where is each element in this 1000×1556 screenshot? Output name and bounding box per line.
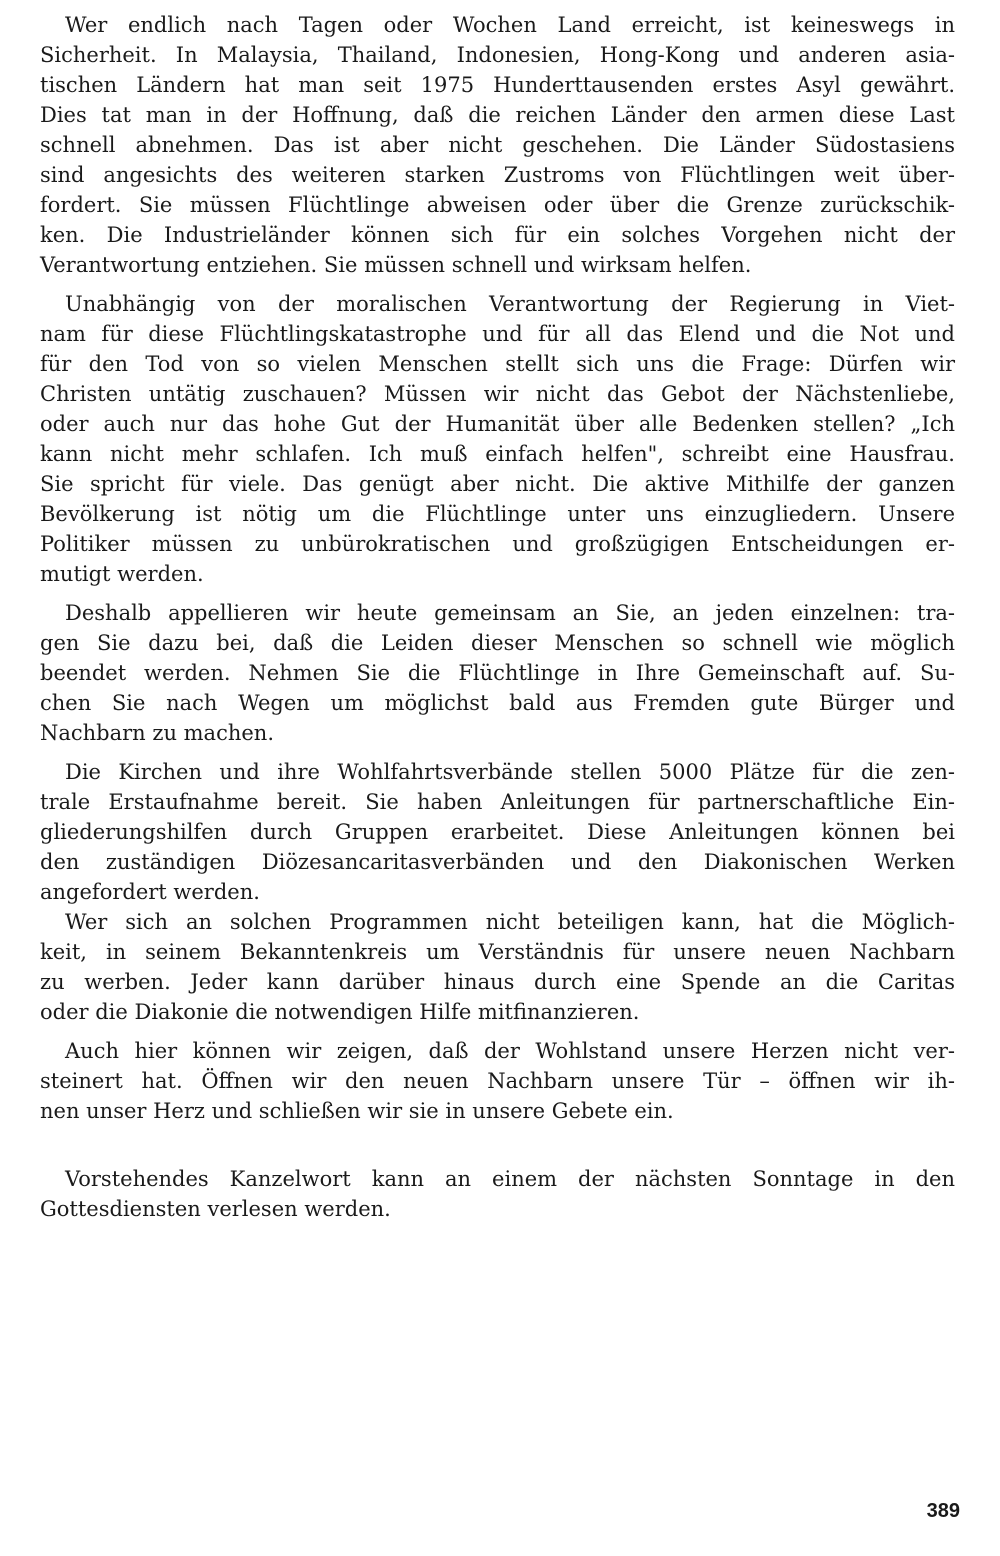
text-line: für den Tod von so vielen Menschen stellt sich uns die Frage: Dürfen wir	[40, 352, 955, 376]
paragraph-closing	[40, 1036, 955, 1126]
text-line: Auch hier können wir zeigen, daß der Wohlstand unsere Herzen nicht ver-	[65, 1039, 955, 1063]
text-line: Verantwortung entziehen. Sie müssen schnell und wirksam helfen.	[40, 253, 752, 277]
text-line: nam für diese Flüchtlingskatastrophe und für all das Elend und die Not und	[40, 322, 955, 346]
text-line: mutigt werden.	[40, 562, 204, 586]
text-line: trale Erstaufnahme bereit. Sie haben Anleitungen für partnerschaftliche Ein-	[40, 790, 955, 814]
text-line: schnell abnehmen. Das ist aber nicht geschehen. Die Länder Südostasiens	[40, 133, 955, 157]
text-line: Wer endlich nach Tagen oder Wochen Land erreicht, ist keineswegs in	[65, 13, 955, 37]
text-line: Christen untätig zuschauen? Müssen wir nicht das Gebot der Nächstenliebe,	[40, 382, 955, 406]
text-line: nen unser Herz und schließen wir sie in unsere Gebete ein.	[40, 1099, 674, 1123]
text-line: Dies tat man in der Hoffnung, daß die reichen Länder den armen diese Last	[40, 103, 955, 127]
text-line: chen Sie nach Wegen um möglichst bald aus Fremden gute Bürger und	[40, 691, 955, 715]
text-line: angefordert werden.	[40, 880, 260, 904]
text-line: Sicherheit. In Malaysia, Thailand, Indonesien, Hong-Kong und anderen asia-	[40, 43, 955, 67]
text-line: fordert. Sie müssen Flüchtlinge abweisen oder über die Grenze zurückschik-	[40, 193, 955, 217]
text-line: den zuständigen Diözesancaritasverbänden und den Diakonischen Werken	[40, 850, 955, 874]
paragraph-donation	[40, 907, 955, 1027]
text-line: Sie spricht für viele. Das genügt aber nicht. Die aktive Mithilfe der ganzen	[40, 472, 955, 496]
paragraph-appeal	[40, 598, 955, 748]
text-line: gliederungshilfen durch Gruppen erarbeitet. Diese Anleitungen können bei	[40, 820, 955, 844]
text-line: oder die Diakonie die notwendigen Hilfe mitfinanzieren.	[40, 1000, 640, 1024]
text-line: keit, in seinem Bekanntenkreis um Verständnis für unsere neuen Nachbarn	[40, 940, 955, 964]
text-line: Wer sich an solchen Programmen nicht beteiligen kann, hat die Möglich-	[65, 910, 955, 934]
text-line: oder auch nur das hohe Gut der Humanität über alle Bedenken stellen? „Ich	[40, 412, 955, 436]
text-line: steinert hat. Öffnen wir den neuen Nachbarn unsere Tür – öffnen wir ih-	[40, 1069, 955, 1093]
paragraph-responsibility	[40, 289, 955, 589]
text-line: Nachbarn zu machen.	[40, 721, 274, 745]
text-line: Gottesdiensten verlesen werden.	[40, 1197, 391, 1221]
text-line: zu werben. Jeder kann darüber hinaus durch eine Spende an die Caritas	[40, 970, 955, 994]
page-number: 389	[926, 1500, 960, 1522]
document-page	[40, 10, 955, 1224]
text-line: ken. Die Industrieländer können sich für ein solches Vorgehen nicht der	[40, 223, 955, 247]
text-line: Vorstehendes Kanzelwort kann an einem der nächsten Sonntage in den	[65, 1167, 955, 1191]
text-line: beendet werden. Nehmen Sie die Flüchtlinge in Ihre Gemeinschaft auf. Su-	[40, 661, 955, 685]
text-line: Politiker müssen zu unbürokratischen und großzügigen Entscheidungen er-	[40, 532, 955, 556]
text-line: Deshalb appellieren wir heute gemeinsam an Sie, an jeden einzelnen: tra-	[65, 601, 955, 625]
paragraph-churches	[40, 757, 955, 907]
text-line: Die Kirchen und ihre Wohlfahrtsverbände stellen 5000 Plätze für die zen-	[65, 760, 955, 784]
text-line: sind angesichts des weiteren starken Zustroms von Flüchtlingen weit über-	[40, 163, 955, 187]
text-line: Unabhängig von der moralischen Verantwortung der Regierung in Viet-	[65, 292, 955, 316]
text-line: kann nicht mehr schlafen. Ich muß einfach helfen", schreibt eine Hausfrau.	[40, 442, 955, 466]
paragraph-asylum	[40, 10, 955, 280]
text-line: tischen Ländern hat man seit 1975 Hunderttausenden erstes Asyl gewährt.	[40, 73, 955, 97]
paragraph-pulpit-note	[40, 1164, 955, 1224]
text-line: Bevölkerung ist nötig um die Flüchtlinge unter uns einzugliedern. Unsere	[40, 502, 955, 526]
text-line: gen Sie dazu bei, daß die Leiden dieser Menschen so schnell wie möglich	[40, 631, 955, 655]
